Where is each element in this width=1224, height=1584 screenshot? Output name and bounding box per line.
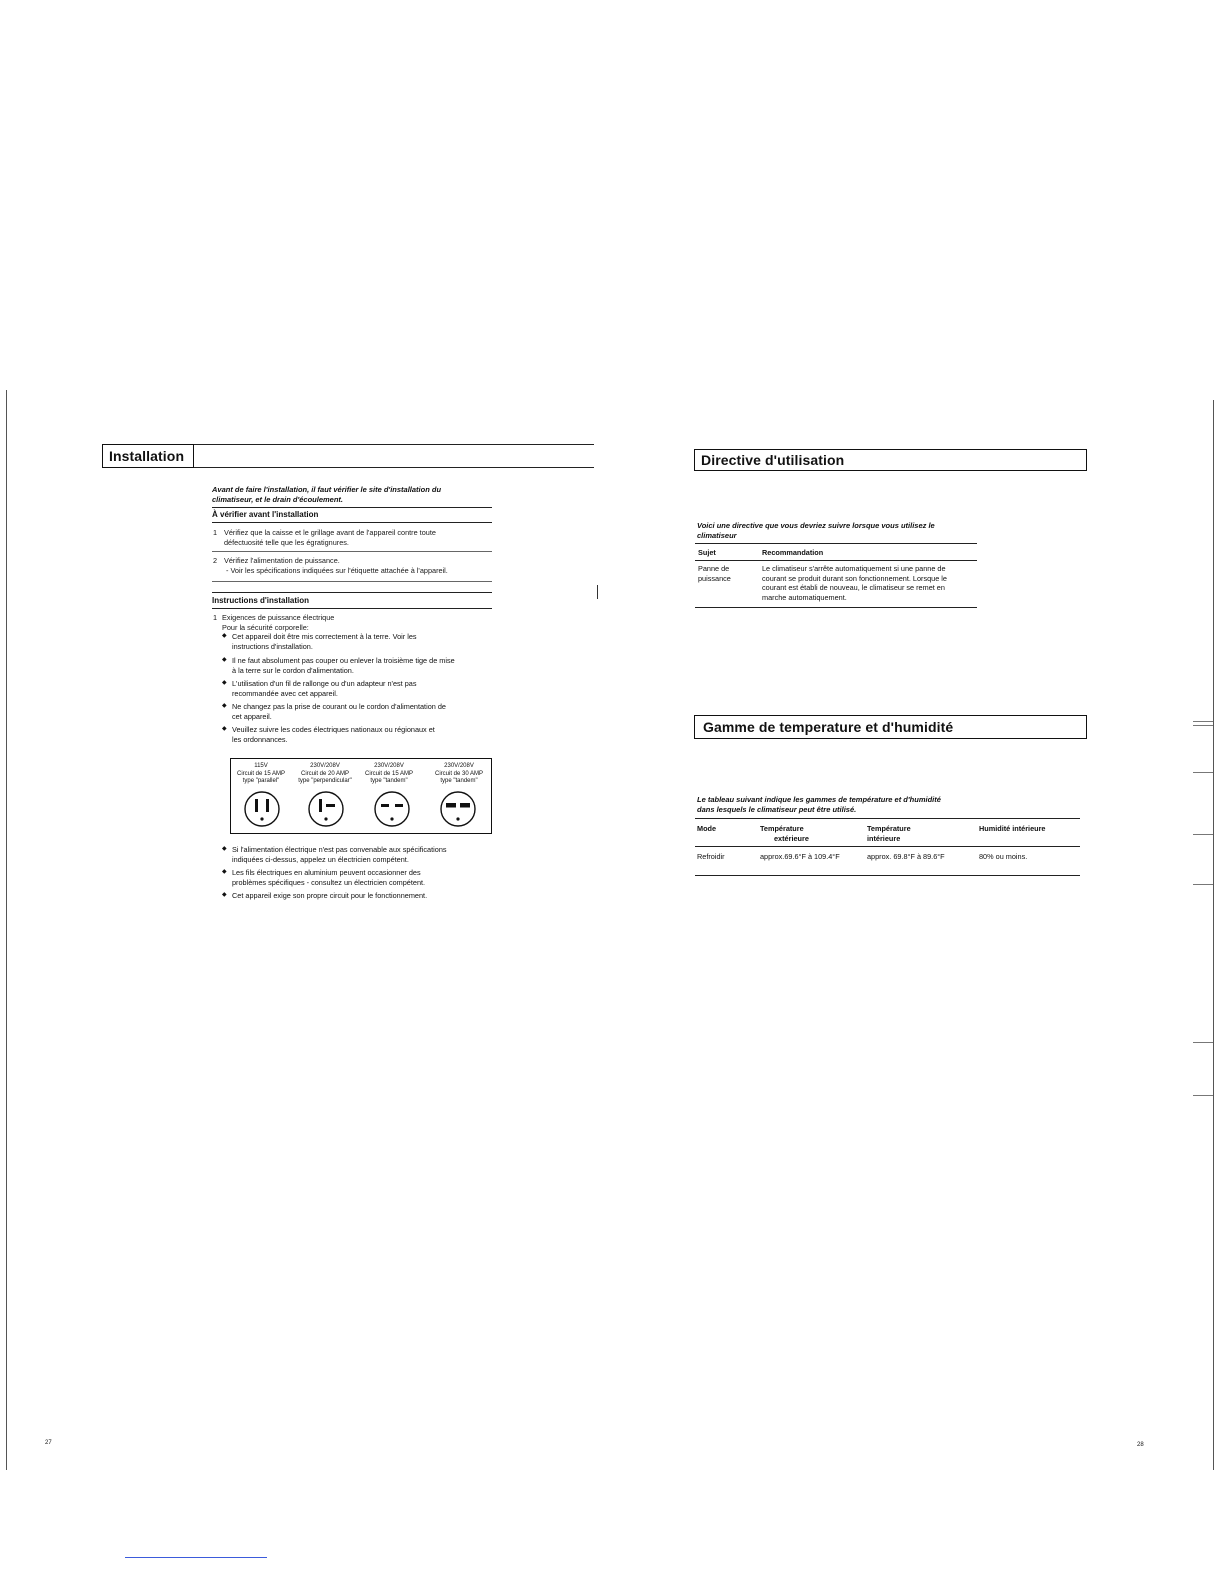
underline-mark	[125, 1557, 267, 1558]
outlet-label	[228, 763, 294, 786]
right-margin-mark	[1193, 834, 1213, 835]
outlet-label	[292, 763, 358, 786]
directive-title: Directive d'utilisation	[701, 452, 845, 468]
check-item-number: 2	[213, 556, 218, 565]
outlet-type: type "parallel"	[242, 778, 280, 784]
rule	[695, 560, 977, 561]
bullet-line: ◆ Cet appareil exige son propre circuit pour le fonctionnement.	[232, 891, 428, 900]
recommendation-line: marche automatiquement.	[762, 592, 847, 602]
right-margin-mark	[1193, 1042, 1213, 1043]
check-item-line: défectuosité telle que les égratignures.	[224, 537, 349, 547]
page-number-left: 27	[45, 1440, 52, 1446]
range-humidity: 80% ou moins.	[979, 852, 1028, 861]
electrical-bullet	[222, 891, 512, 901]
rule	[212, 581, 492, 582]
range-title: Gamme de temperature et d'humidité	[703, 719, 954, 735]
tandem-large-outlet-icon	[438, 789, 478, 829]
installation-title: Installation	[109, 448, 185, 464]
parallel-outlet-icon	[242, 789, 282, 829]
right-margin-mark	[1193, 725, 1213, 726]
safety-bullet	[222, 679, 502, 698]
outlet-circuit: Circuit de 20 AMP	[300, 770, 350, 777]
rule	[212, 592, 492, 593]
outlet-label	[426, 763, 492, 786]
bullet-line: cet appareil.	[232, 711, 272, 721]
instr-line: Exigences de puissance électrique	[222, 613, 335, 622]
recommendation-line: courant se produit durant son fonctionnement. Lorsque le	[762, 573, 947, 583]
directive-header-subject: Sujet	[698, 548, 716, 557]
safety-bullet	[222, 656, 502, 675]
bullet-line: ◆ L'utilisation d'un fil de rallonge ou d'un adapteur n'est pas	[232, 679, 417, 688]
rule	[212, 507, 492, 508]
recommendation-line: courant est établi de nouveau, le climatiseur se remet en	[762, 583, 945, 592]
right-margin-mark	[1193, 1095, 1213, 1096]
outlet-voltage: 115V	[254, 763, 268, 769]
subject-line: puissance	[698, 573, 731, 583]
bullet-line: recommandée avec cet appareil.	[232, 688, 338, 698]
directive-intro	[697, 521, 997, 540]
rule	[212, 522, 492, 523]
rule	[695, 607, 977, 608]
bullet-line: à la terre sur le cordon d'alimentation.	[232, 665, 354, 675]
outlet-voltage: 230V/208V	[374, 763, 404, 769]
header-line: Température	[760, 824, 804, 833]
recommendation-line: Le climatiseur s'arrête automatiquement si une panne de	[762, 564, 946, 573]
instructions-header: Instructions d'installation	[212, 596, 310, 605]
range-intro	[697, 795, 1017, 814]
page-number-right: 28	[1137, 1442, 1144, 1448]
perpendicular-outlet-icon	[306, 789, 346, 829]
electrical-bullet	[222, 845, 512, 864]
left-edge-line	[6, 390, 7, 1470]
header-line: extérieure	[774, 833, 809, 843]
instr-line: Pour la sécurité corporelle:	[222, 622, 309, 632]
check-item-number: 1	[213, 528, 218, 537]
safety-bullet	[222, 702, 502, 721]
bullet-line: indiquées ci-dessus, appelez un électricien compétent.	[232, 854, 409, 864]
bullet-line: ◆ Il ne faut absolument pas couper ou enlever la troisième tige de mise	[232, 656, 455, 665]
range-outdoor: approx.69.6°F à 109.4°F	[760, 852, 840, 861]
intro-line: Le tableau suivant indique les gammes de température et d'humidité	[697, 795, 941, 804]
bullet-line: ◆ Veuillez suivre les codes électriques nationaux ou régionaux et	[232, 725, 435, 734]
range-mode: Refroidir	[697, 852, 725, 861]
directive-subject	[698, 564, 731, 583]
header-line: Température	[867, 824, 911, 833]
rule	[212, 608, 492, 609]
directive-header-recommendation: Recommandation	[762, 548, 824, 557]
outlet-type: type "perpendicular"	[298, 778, 352, 784]
intro-line: Avant de faire l'installation, il faut vérifier le site d'installation du	[212, 485, 442, 494]
bullet-line: ◆ Les fils électriques en aluminium peuvent occasionner des	[232, 868, 421, 877]
range-header-mode: Mode	[697, 824, 717, 833]
check-item-line: Vérifiez que la caisse et le grillage avant de l'appareil contre toute	[224, 528, 436, 537]
range-header-indoor	[867, 824, 911, 843]
outlet-label	[356, 763, 422, 786]
bullet-line: instructions d'installation.	[232, 641, 313, 651]
intro-line: climatiseur, et le drain d'écoulement.	[212, 494, 343, 504]
rule	[695, 543, 977, 544]
directive-recommendation	[762, 564, 980, 602]
rule	[212, 551, 492, 552]
right-margin-mark	[1193, 721, 1213, 722]
instr-lines	[222, 613, 334, 632]
outlet-type: type "tandem"	[440, 778, 478, 784]
outlet-circuit: Circuit de 15 AMP	[364, 770, 414, 777]
subject-line: Panne de	[698, 564, 730, 573]
outlet-voltage: 230V/208V	[444, 763, 474, 769]
range-indoor: approx. 69.8°F à 89.6°F	[867, 852, 945, 861]
electrical-bullet	[222, 868, 512, 887]
rule	[695, 818, 1080, 819]
bullet-line: problèmes spécifiques - consultez un électricien compétent.	[232, 877, 426, 887]
rule	[695, 875, 1080, 876]
intro-line: Voici une directive que vous devriez suivre lorsque vous utilisez le	[697, 521, 935, 530]
right-margin-mark	[1193, 772, 1213, 773]
check-item-line: - Voir les spécifications indiquées sur l'étiquette attachée à l'appareil.	[226, 565, 448, 575]
bullet-line: ◆ Cet appareil doit être mis correctement à la terre. Voir les	[232, 632, 417, 641]
outlet-voltage: 230V/208V	[310, 763, 340, 769]
installation-intro	[212, 485, 502, 504]
header-line: intérieure	[867, 833, 901, 843]
outlet-type: type "tandem"	[370, 778, 408, 784]
outlet-circuit: Circuit de 15 AMP	[236, 770, 286, 777]
right-edge-line	[1213, 400, 1214, 1470]
instr-number: 1	[213, 613, 218, 622]
tandem-outlet-icon	[372, 789, 412, 829]
bullet-line: ◆ Ne changez pas la prise de courant ou le cordon d'alimentation de	[232, 702, 446, 711]
safety-bullet	[222, 725, 502, 744]
center-fold-mark	[597, 585, 598, 599]
safety-bullet	[222, 632, 502, 651]
intro-line: dans lesquels le climatiseur peut être utilisé.	[697, 804, 857, 814]
bullet-line: ◆ Si l'alimentation électrique n'est pas convenable aux spécifications	[232, 845, 447, 854]
range-header-outdoor	[760, 824, 809, 843]
rule	[695, 846, 1080, 847]
check-item-line: Vérifiez l'alimentation de puissance.	[224, 556, 340, 565]
check-header: À vérifier avant l'installation	[212, 510, 319, 519]
range-header-humidity: Humidité intérieure	[979, 824, 1046, 833]
check-item	[224, 528, 494, 547]
bullet-line: les ordonnances.	[232, 734, 288, 744]
outlet-circuit: Circuit de 30 AMP	[434, 770, 484, 777]
intro-line: climatiseur	[697, 530, 737, 540]
check-item	[224, 556, 494, 575]
right-margin-mark	[1193, 884, 1213, 885]
